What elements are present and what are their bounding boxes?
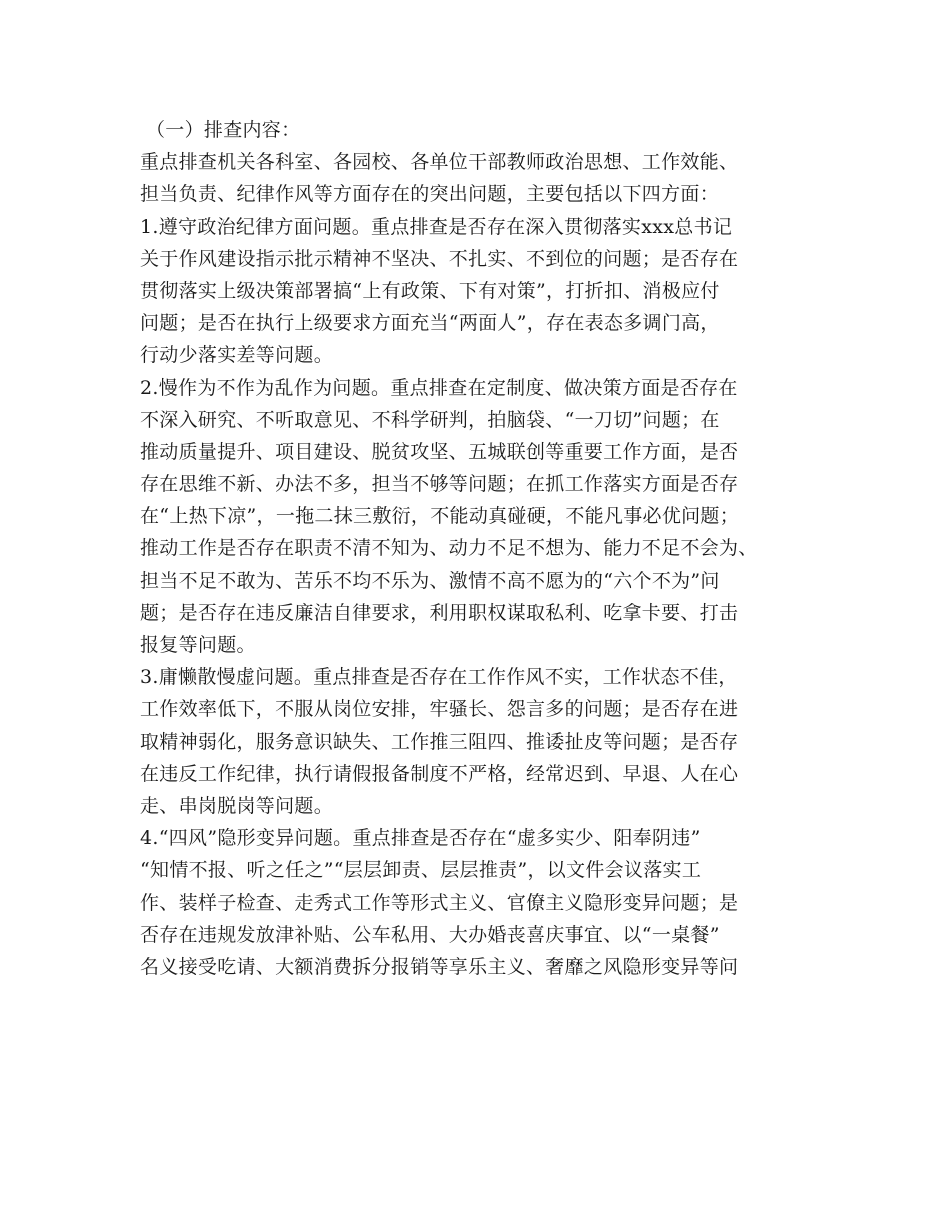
text-line: 存在思维不新、办法不多，担当不够等问题；在抓工作落实方面是否存 (140, 473, 739, 496)
text-line: 问题；是否在执行上级要求方面充当“两面人”，存在表态多调门高， (140, 312, 720, 335)
text-line: 1.遵守政治纪律方面问题。重点排查是否存在深入贯彻落实xxx总书记 (140, 215, 733, 238)
text-line: 担当负责、纪律作风等方面存在的突出问题，主要包括以下四方面： (140, 183, 720, 206)
text-line: 推动质量提升、项目建设、脱贫攻坚、五城联创等重要工作方面，是否 (140, 440, 739, 463)
section-heading: （一）排查内容： (146, 119, 301, 141)
text-line: 工作效率低下，不服从岗位安排，牢骚长、怨言多的问题；是否存在进 (140, 698, 739, 721)
text-line: 4.“四风”隐形变异问题。重点排查是否存在“虚多实少、阳奉阴违” (140, 827, 701, 850)
text-line: 走、串岗脱岗等问题。 (140, 794, 334, 817)
text-line: 不深入研究、不听取意见、不科学研判，拍脑袋、“一刀切”问题；在 (140, 408, 720, 431)
text-line: 推动工作是否存在职责不清不知为、动力不足不想为、能力不足不会为、 (140, 537, 758, 560)
text-line: 行动少落实差等问题。 (140, 344, 334, 367)
text-line: 否存在违规发放津补贴、公车私用、大办婚丧喜庆事宜、以“一桌餐” (140, 923, 720, 946)
text-line: 3.庸懒散慢虚问题。重点排查是否存在工作作风不实，工作状态不佳， (140, 666, 738, 689)
text-line: 取精神弱化，服务意识缺失、工作推三阻四、推诿扯皮等问题；是否存 (140, 730, 739, 753)
text-line: 重点排查机关各科室、各园校、各单位干部教师政治思想、工作效能、 (140, 151, 739, 174)
text-line: 题；是否存在违反廉洁自律要求，利用职权谋取私利、吃拿卡要、打击 (140, 601, 739, 624)
text-line: 2.慢作为不作为乱作为问题。重点排查在定制度、做决策方面是否存在 (140, 376, 738, 399)
text-line: 担当不足不敢为、苦乐不均不乐为、激情不高不愿为的“六个不为”问 (140, 569, 720, 592)
text-line: “知情不报、听之任之”“层层卸责、层层推责”，以文件会议落实工 (140, 859, 702, 882)
text-line: 作、装样子检查、走秀式工作等形式主义、官僚主义隐形变异问题；是 (140, 891, 739, 914)
text-line: 名义接受吃请、大额消费拆分报销等享乐主义、奢靡之风隐形变异等问 (140, 955, 739, 978)
text-line: 报复等问题。 (140, 634, 256, 656)
text-line: 在违反工作纪律，执行请假报备制度不严格，经常迟到、早退、人在心 (140, 762, 739, 785)
text-line: 贯彻落实上级决策部署搞“上有政策、下有对策”，打折扣、消极应付 (140, 279, 720, 302)
text-line: 在“上热下凉”，一拖二抹三敷衍，不能动真碰硬，不能凡事必优问题； (140, 505, 740, 528)
document-body (140, 114, 830, 983)
text-line: 关于作风建设指示批示精神不坚决、不扎实、不到位的问题；是否存在 (140, 247, 739, 270)
